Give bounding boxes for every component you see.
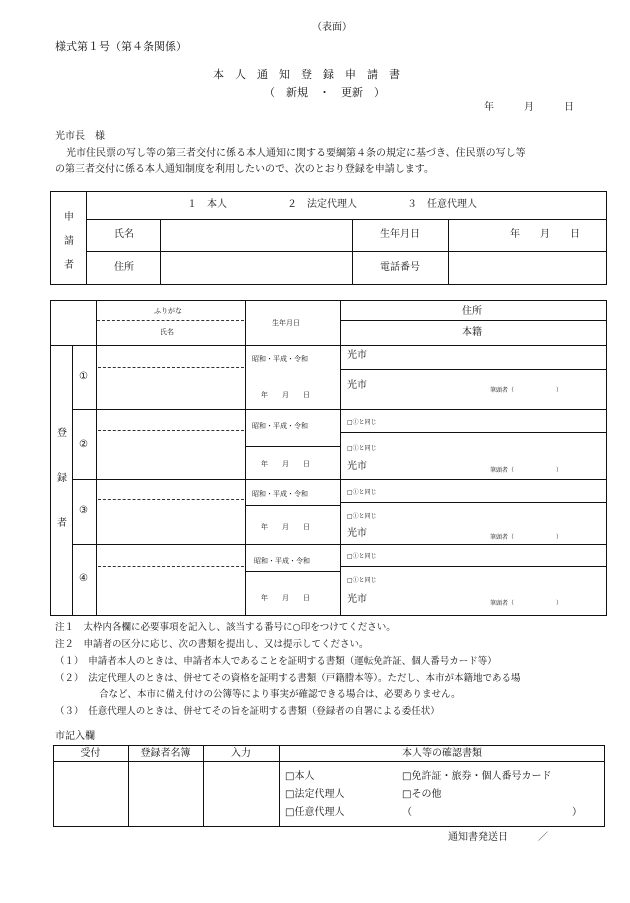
address-city[interactable]: 光市 (347, 350, 367, 361)
head-of-family[interactable]: 筆頭者（ ） (490, 467, 563, 474)
header-address: 住所 (462, 306, 482, 317)
office-col-input: 入力 (231, 748, 251, 759)
page-subtitle: （ 新規 ・ 更新 ） (264, 86, 385, 99)
note-2-3: （３） 任意代理人のときは、併せてその旨を証明する書類（登録者の自署による委任状） (55, 706, 440, 717)
registrant-row-number: ② (79, 439, 88, 450)
check-voluntary-agent[interactable]: □任意代理人 (285, 807, 345, 818)
same-as-1-checkbox[interactable]: □①と同じ (347, 577, 377, 584)
office-section-label: 市記入欄 (55, 731, 95, 742)
header-birth: 生年月日 (272, 319, 300, 327)
birth-date[interactable]: 年 月 日 (261, 523, 310, 531)
header-furigana: ふりがな (154, 307, 182, 315)
form-number: 様式第１号（第４条関係） (55, 40, 187, 53)
applicant-label-3: 者 (64, 260, 74, 271)
registrant-furigana-field[interactable] (98, 481, 244, 498)
applicant-address-field[interactable] (162, 253, 350, 283)
registrant-label-3: 者 (57, 518, 67, 529)
header-honseki: 本籍 (462, 327, 482, 338)
applicant-label-2: 請 (64, 236, 74, 247)
intro-line-2: の第三者交付に係る本人通知制度を利用したいので、次のとおり登録を申請します。 (55, 164, 434, 175)
head-of-family[interactable]: 筆頭者（ ） (490, 534, 563, 541)
birth-date[interactable]: 年 月 日 (261, 391, 310, 399)
registrant-row-number: ④ (79, 573, 88, 584)
head-of-family[interactable]: 筆頭者（ ） (490, 387, 563, 394)
registrant-row-number: ③ (79, 505, 88, 516)
applicant-name-field[interactable] (162, 221, 350, 249)
addressee: 光市長 様 (55, 131, 105, 142)
applicant-address-label: 住所 (114, 262, 134, 273)
registrant-label-1: 登 (57, 428, 67, 439)
check-legal-agent[interactable]: □法定代理人 (285, 789, 345, 800)
note-2-1: （１） 申請者本人のときは、申請者本人であることを証明する書類（運転免許証、個人番号カード等） (55, 656, 497, 667)
registrant-name-field[interactable] (98, 432, 244, 477)
birth-date[interactable]: 年 月 日 (261, 460, 310, 468)
honseki-city[interactable]: 光市 (347, 461, 367, 472)
birth-date[interactable]: 年 月 日 (261, 594, 310, 602)
side-label: （表面） (312, 22, 352, 33)
registrant-row-number: ① (79, 371, 88, 382)
registrant-name-field[interactable] (98, 369, 244, 407)
registrant-furigana-field[interactable] (98, 347, 244, 366)
birth-era[interactable]: 昭和・平成・令和 (252, 355, 308, 363)
registrant-furigana-field[interactable] (98, 411, 244, 429)
other-detail-field[interactable]: （ ） (402, 807, 582, 818)
note-1: 注１ 太枠内各欄に必要事項を記入し、該当する番号に○印をつけてください。 (55, 622, 396, 633)
check-self[interactable]: □本人 (285, 771, 315, 782)
applicant-type-options[interactable]: １ 本人 ２ 法定代理人 ３ 任意代理人 (187, 199, 477, 210)
registrant-label-2: 録 (57, 473, 67, 484)
applicant-birth-field[interactable]: 年 月 日 (510, 229, 580, 240)
check-other[interactable]: □その他 (402, 789, 442, 800)
registrant-furigana-field[interactable] (98, 546, 244, 565)
applicant-name-label: 氏名 (114, 229, 134, 240)
office-col-register: 登録者名簿 (140, 748, 191, 759)
applicant-label-1: 申 (64, 212, 74, 223)
applicant-phone-label: 電話番号 (380, 262, 420, 273)
same-as-1-checkbox[interactable]: □①と同じ (347, 513, 377, 520)
registrant-name-field[interactable] (98, 501, 244, 542)
registrant-name-field[interactable] (98, 568, 244, 614)
office-col-confirm: 本人等の確認書類 (402, 748, 482, 759)
header-name: 氏名 (160, 328, 174, 336)
note-2: 注２ 申請者の区分に応じ、次の書類を提出し、又は提示してください。 (55, 639, 369, 650)
application-date[interactable]: 年 月 日 (484, 102, 574, 113)
applicant-phone-field[interactable] (450, 253, 605, 283)
same-as-1-checkbox[interactable]: □①と同じ (347, 489, 377, 496)
intro-line-1: 光市住民票の写し等の第三者交付に係る本人通知に関する要綱第４条の規定に基づき、住民票の写し等 (66, 148, 526, 159)
page-title: 本 人 通 知 登 録 申 請 書 (213, 68, 400, 81)
honseki-city[interactable]: 光市 (347, 380, 367, 391)
birth-era[interactable]: 昭和・平成・令和 (252, 422, 308, 430)
note-2-2-cont: 合など、本市に備え付けの公簿等により事実が確認できる場合は、必要ありません。 (99, 689, 461, 700)
birth-era[interactable]: 昭和・平成・令和 (252, 490, 308, 498)
note-2-2: （２） 法定代理人のときは、併せてその資格を証明する書類（戸籍謄本等）。ただし、本市が本籍地である場 (55, 673, 521, 684)
same-as-1-checkbox[interactable]: □①と同じ (347, 445, 377, 452)
check-id-document[interactable]: □免許証・旅券・個人番号カード (402, 771, 552, 782)
honseki-city[interactable]: 光市 (347, 528, 367, 539)
birth-era[interactable]: 昭和・平成・令和 (254, 557, 310, 565)
same-as-1-checkbox[interactable]: □①と同じ (347, 553, 377, 560)
notice-sent-date[interactable]: 通知書発送日 ／ (448, 832, 548, 843)
same-as-1-checkbox[interactable]: □①と同じ (347, 419, 377, 426)
applicant-birth-label: 生年月日 (380, 229, 420, 240)
head-of-family[interactable]: 筆頭者（ ） (490, 600, 563, 607)
office-col-received: 受付 (80, 748, 101, 759)
honseki-city[interactable]: 光市 (347, 594, 367, 605)
